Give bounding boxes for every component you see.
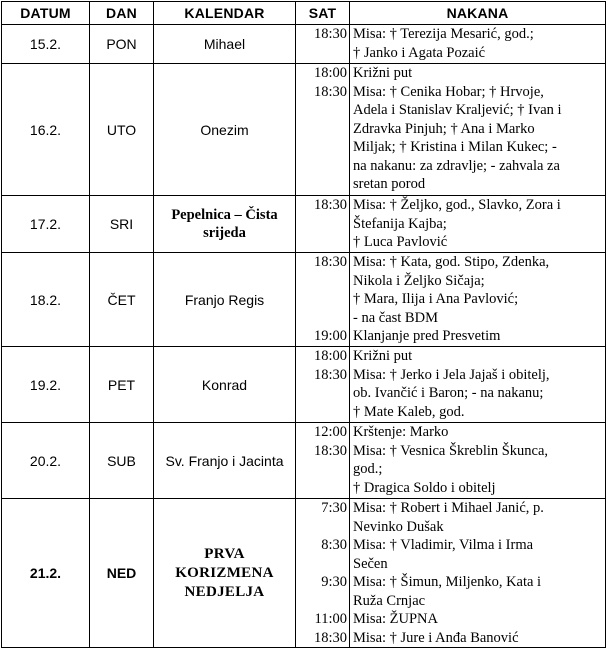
time-line: 8:30 bbox=[321, 537, 347, 553]
day-cell: SRI bbox=[90, 196, 154, 253]
intention-line: Križni put bbox=[353, 348, 413, 364]
time-line: 18:00 bbox=[313, 348, 347, 364]
intention-line: Misa: † Željko, god., Slavko, Zora i bbox=[353, 197, 561, 213]
day-cell: SUB bbox=[90, 423, 154, 499]
day-cell: UTO bbox=[90, 64, 154, 196]
intention-line: Križni put bbox=[353, 65, 413, 81]
intention-line: Sečen bbox=[353, 555, 388, 572]
intention-cell bbox=[350, 196, 606, 253]
intention-line: Misa: † Cenika Hobar; † Hrvoje, bbox=[353, 83, 544, 100]
intention-cell bbox=[350, 25, 606, 64]
table-row bbox=[2, 253, 606, 347]
calendar-cell: Onezim bbox=[154, 64, 296, 196]
time-cell bbox=[296, 25, 350, 64]
time-line: 18:30 bbox=[313, 197, 347, 213]
table-row bbox=[2, 347, 606, 423]
intention-line: ob. Ivančić i Baron; - na nakanu; bbox=[353, 385, 544, 401]
intention-line: god.; bbox=[353, 461, 383, 477]
mass-schedule-table bbox=[1, 1, 606, 648]
time-line bbox=[296, 309, 347, 328]
intention-cell bbox=[350, 64, 606, 196]
intention-line: Miljak; † Kristina i Milan Kukec; - bbox=[353, 139, 557, 155]
time-line bbox=[296, 592, 347, 611]
intention-line: † Mara, Ilija i Ana Pavlović; bbox=[353, 291, 519, 307]
intention-line: sretan porod bbox=[353, 176, 426, 192]
time-cell bbox=[296, 196, 350, 253]
intention-line: Nikola i Željko Sičaja; bbox=[353, 272, 485, 289]
time-line: 9:30 bbox=[321, 574, 347, 590]
header-row bbox=[2, 2, 606, 25]
time-cell bbox=[296, 253, 350, 347]
intention-line: Misa: † Vesnica Škreblin Škunca, bbox=[353, 442, 549, 459]
time-line: 18:30 bbox=[313, 83, 347, 100]
time-line: 18:30 bbox=[313, 366, 347, 383]
time-line bbox=[296, 290, 347, 309]
time-line bbox=[296, 518, 347, 537]
calendar-cell: Konrad bbox=[154, 347, 296, 423]
intention-line: Zdravka Pinjuh; † Ana i Marko bbox=[353, 120, 535, 137]
intention-cell bbox=[350, 347, 606, 423]
intention-cell bbox=[350, 253, 606, 347]
intention-line: † Dragica Soldo i obitelj bbox=[353, 479, 496, 496]
time-line: 12:00 bbox=[313, 424, 347, 440]
intention-line: Nevinko Dušak bbox=[353, 518, 444, 535]
table-row bbox=[2, 64, 606, 196]
calendar-cell bbox=[154, 499, 296, 648]
intention-line: Ruža Crnjac bbox=[353, 592, 426, 609]
date-cell: 20.2. bbox=[2, 423, 90, 499]
intention-cell bbox=[350, 499, 606, 648]
header-sat: SAT bbox=[296, 2, 350, 25]
intention-cell bbox=[350, 423, 606, 499]
intention-line: Klanjanje pred Presvetim bbox=[353, 328, 501, 344]
day-cell: PON bbox=[90, 25, 154, 64]
intention-line: Misa: † Jure i Anđa Banović bbox=[353, 629, 519, 646]
intention-line: Misa: † Terezija Mesarić, god.; bbox=[353, 26, 534, 42]
time-line: 11:00 bbox=[314, 611, 347, 627]
intention-line: Misa: † Jerko i Jela Jajaš i obitelj, bbox=[353, 366, 550, 383]
table-row bbox=[2, 25, 606, 64]
calendar-cell: Franjo Regis bbox=[154, 253, 296, 347]
intention-line: Krštenje: Marko bbox=[353, 424, 449, 440]
date-cell: 19.2. bbox=[2, 347, 90, 423]
intention-line: Štefanija Kajba; bbox=[353, 215, 447, 232]
intention-line: Misa: ŽUPNA bbox=[353, 611, 438, 627]
day-cell: ČET bbox=[90, 253, 154, 347]
time-line: 19:00 bbox=[313, 328, 347, 344]
time-cell bbox=[296, 64, 350, 196]
time-line bbox=[296, 555, 347, 574]
header-datum: DATUM bbox=[2, 2, 90, 25]
day-cell: NED bbox=[90, 499, 154, 648]
intention-line: Misa: † Robert i Mihael Janić, p. bbox=[353, 500, 544, 516]
date-cell: 15.2. bbox=[2, 25, 90, 64]
time-line: 18:30 bbox=[313, 26, 347, 42]
intention-line: Misa: † Kata, god. Stipo, Zdenka, bbox=[353, 254, 550, 270]
time-cell bbox=[296, 499, 350, 648]
intention-line: na nakanu: za zdravlje; - zahvala za bbox=[353, 157, 560, 174]
schedule-wrapper bbox=[1, 1, 605, 648]
table-row bbox=[2, 423, 606, 499]
day-cell: PET bbox=[90, 347, 154, 423]
header-nakana: NAKANA bbox=[350, 2, 606, 25]
date-cell: 16.2. bbox=[2, 64, 90, 196]
time-cell bbox=[296, 423, 350, 499]
intention-line: - na čast BDM bbox=[353, 309, 438, 326]
header-kalendar: KALENDAR bbox=[154, 2, 296, 25]
table-row bbox=[2, 499, 606, 648]
intention-line: † Luca Pavlović bbox=[353, 234, 448, 250]
date-cell: 21.2. bbox=[2, 499, 90, 648]
time-line: 18:30 bbox=[313, 442, 347, 459]
table-row bbox=[2, 196, 606, 253]
calendar-feast: PRVA KORIZMENA NEDJELJA bbox=[175, 545, 274, 600]
intention-line: † Janko i Agata Pozaić bbox=[353, 44, 486, 61]
time-line: 7:30 bbox=[321, 500, 347, 516]
time-line: 18:30 bbox=[313, 629, 347, 646]
time-line: 18:30 bbox=[313, 254, 347, 270]
calendar-cell: Mihael bbox=[154, 25, 296, 64]
calendar-cell: Sv. Franjo i Jacinta bbox=[154, 423, 296, 499]
date-cell: 17.2. bbox=[2, 196, 90, 253]
intention-line: Misa: † Šimun, Miljenko, Kata i bbox=[353, 574, 542, 590]
time-cell bbox=[296, 347, 350, 423]
date-cell: 18.2. bbox=[2, 253, 90, 347]
header-dan: DAN bbox=[90, 2, 154, 25]
intention-line: Adela i Stanislav Kraljević; † Ivan i bbox=[353, 102, 562, 118]
calendar-cell: Pepelnica – Čista srijeda bbox=[154, 196, 296, 253]
intention-line: Misa: † Vladimir, Vilma i Irma bbox=[353, 537, 534, 553]
time-line: 18:00 bbox=[313, 65, 347, 81]
time-line bbox=[296, 272, 347, 291]
intention-line: † Mate Kaleb, god. bbox=[353, 403, 465, 420]
